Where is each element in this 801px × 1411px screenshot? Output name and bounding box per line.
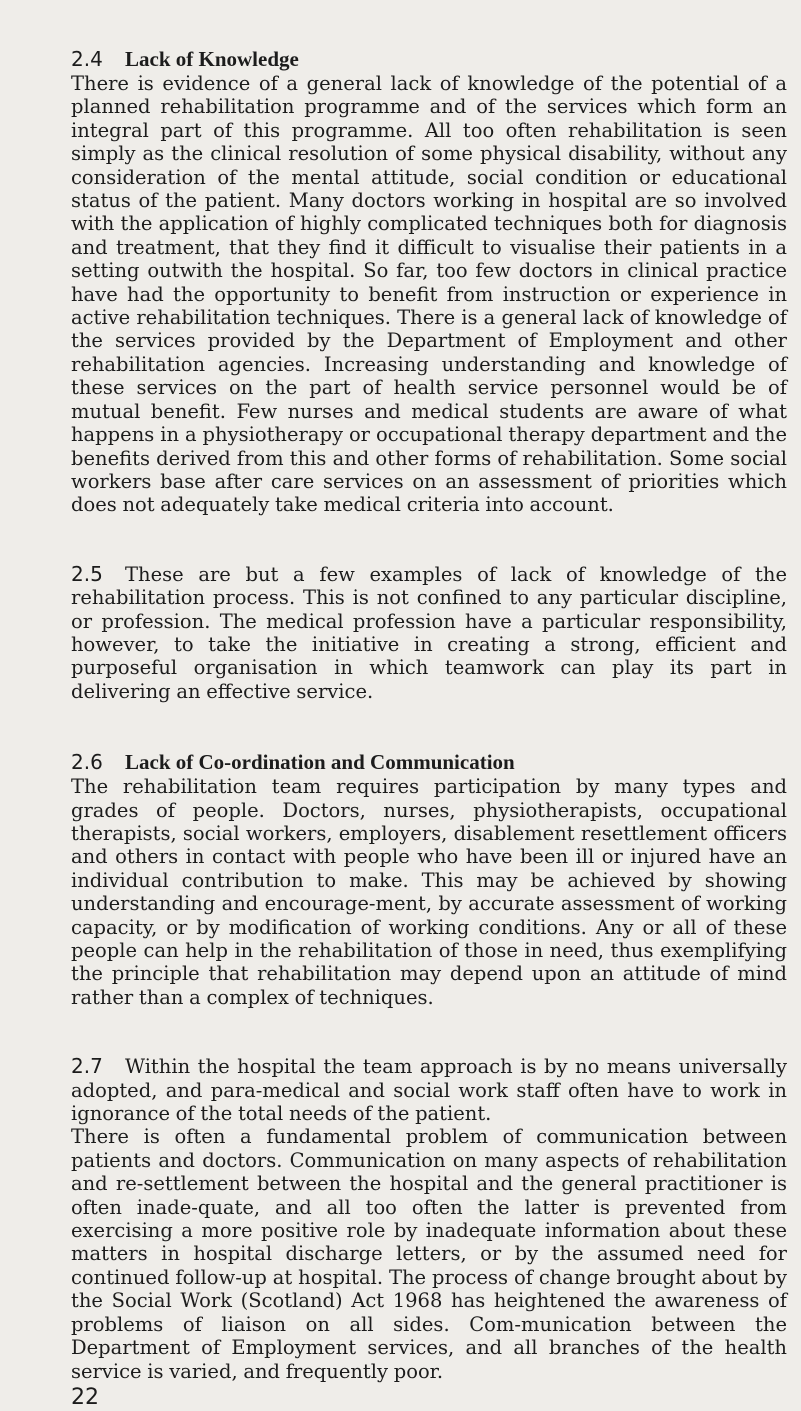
section-2-4-paragraph: There is evidence of a general lack of knowledge of the potential of a planned rehabilitation programme and of the services which form an integral part of this programme. All too often rehabilitation is seen simply as the clinical resolution of some physical disability, without any consideration of the mental attitude, social condition or educational status of the patient. Many doctors working in hospital are so involved with the application of highly complicated techniques both for diagnosis and treatment, that they find it difficult to visualise their patients in a setting outwith the hospital. So far, too few doctors in clinical practice have had the opportunity to benefit from instruction or experience in active rehabilitation techniques. There is a general lack of knowledge of the services provided by the Department of Employment and other rehabilitation agencies. Increasing understanding and knowledge of these services on the part of health service personnel would be of mutual benefit. Few nurses and medical students are aware of what happens in a physiotherapy or occupational therapy department and the benefits derived from this and other forms of rehabilitation. Some social workers base after care services on an assessment of priorities which does not adequately take medical criteria into account.: [71, 72, 787, 517]
section-2-4-title: Lack of Knowledge: [125, 47, 299, 71]
spacer: [71, 517, 787, 563]
spacer: [71, 1009, 787, 1055]
section-2-4-heading: [71, 46, 787, 72]
section-2-6-number: 2.6: [71, 750, 103, 775]
section-2-6-title: Lack of Co-ordination and Communication: [125, 750, 515, 775]
section-2-5-paragraph: [71, 563, 787, 703]
section-2-5-number: 2.5: [71, 561, 103, 586]
section-2-7-paragraph-continued: There is often a fundamental problem of communication between patients and doctors. Communication on many aspects of rehabilitation and re-settlement between the hospital and the general practitioner is often inade-quate, and all too often the latter is prevented from exercising a more positive role by inadequate information about these matters in hospital discharge letters, or by the assumed need for continued follow-up at hospital. The process of change brought about by the Social Work (Scotland) Act 1968 has heightened the awareness of problems of liaison on all sides. Com-munication between the Department of Employment services, and all branches of the health service is varied, and frequently poor.: [71, 1125, 787, 1383]
section-2-6-paragraph: The rehabilitation team requires participation by many types and grades of people. Doctors, nurses, physiotherapists, occupational therapists, social workers, employers, disablement resettlement officers and others in contact with people who have been ill or injured have an individual contribution to make. This may be achieved by showing understanding and encourage-ment, by accurate assessment of working capacity, or by modification of working conditions. Any or all of these people can help in the rehabilitation of those in need, thus exemplifying the principle that rehabilitation may depend upon an attitude of mind rather than a complex of techniques.: [71, 775, 787, 1009]
section-2-7-paragraph: [71, 1055, 787, 1125]
spacer: [71, 703, 787, 749]
section-2-5-text: These are but a few examples of lack of knowledge of the rehabilitation process. This is not confined to any particular discipline, or profession. The medical profession have a particular responsibility, however, to take the initiative in creating a strong, efficient and purposeful organisation in which teamwork can play its part in delivering an effective service.: [71, 562, 787, 703]
section-2-7-text: Within the hospital the team approach is by no means universally adopted, and para-medical and social work staff often have to work in ignorance of the total needs of the patient.: [71, 1055, 787, 1126]
section-2-4-number: 2.4: [71, 47, 103, 71]
section-2-6-heading: [71, 749, 787, 775]
section-2-7-number: 2.7: [71, 1054, 103, 1079]
page-number: 22: [71, 1384, 99, 1410]
